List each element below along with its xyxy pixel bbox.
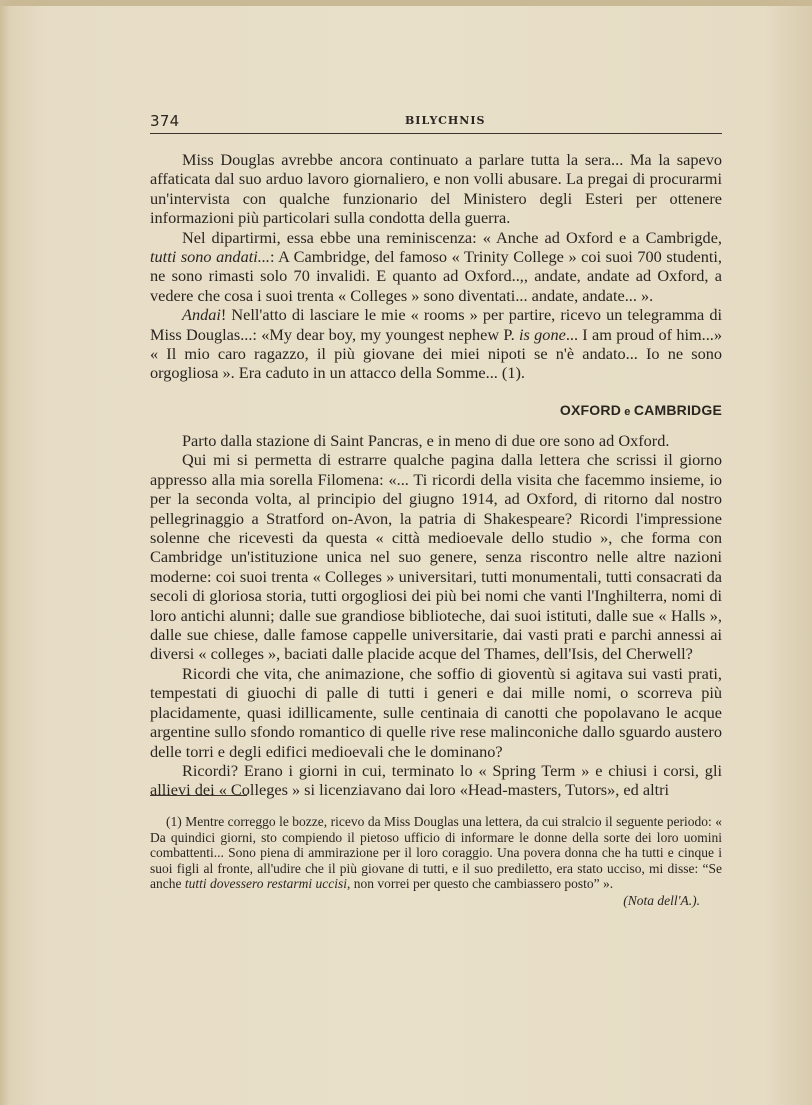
section-body <box>150 431 722 800</box>
footnote-italic: tutti dovessero restarmi uccisi <box>184 876 347 892</box>
paragraph-text: ... I am proud of him...» « Il mio caro ragazzo, il più giovane dei miei nipoti se n'è andato... Io ne sono orgogliosa ». Era caduto in un attacco della Somme... (1). <box>150 324 722 383</box>
italic-word: Andai <box>182 305 221 325</box>
section-title-part: OXFORD <box>559 402 622 418</box>
page-header <box>150 112 722 134</box>
italic-quote: is gone <box>519 324 566 344</box>
paragraph-text: Miss Douglas avrebbe ancora continuato a parlare tutta la sera... Ma la sapevo affaticata dal suo arduo lavoro giornaliero, e non volli abusare. La pregai di procurarmi un'intervista con qualche funzionario del Ministero degli Esteri per ottenere informazioni più particolari sulla condotta della guerra. <box>150 150 722 228</box>
page-number: 374 <box>150 112 180 130</box>
paragraph <box>150 150 722 228</box>
paragraph <box>150 305 722 383</box>
paper-left-edge <box>0 0 10 1105</box>
intro-text <box>150 150 722 383</box>
section-title-conjunction: e <box>621 406 634 418</box>
paragraph: Ricordi che vita, che animazione, che soffio di gioventù si agitava sui vasti prati, tempestati di giuochi di palle di tutti i generi e dai mille nomi, o scorreva più placidamente, quasi idillicamente, sulle centinaia di canotti che popolavano le acque argentine sullo sfondo romantico di quelle rive rese malinconiche dallo sguardo austero delle torri e degli edifici medioevali che le dominano? <box>150 663 722 761</box>
paragraph-text: : A Cambridge, del famoso « Trinity College » coi suoi 700 studenti, ne sono rimasti solo 70 invalidi. E quanto ad Oxford..,, andate, andate ad Oxford, a vedere che cosa i suoi trenta « Colleges » sono diventati... andate, andate... ». <box>150 247 722 305</box>
running-head: BILYCHNIS <box>405 114 486 127</box>
paper-top-edge <box>0 0 812 6</box>
paragraph-text: ! Nell'atto di lasciare le mie « rooms » per partire, ricevo un telegramma di Miss Douglas...: «My dear boy, my youngest nephew P. <box>150 305 722 344</box>
footnote-text-part: , non vorrei per questo che cambiassero posto” ». <box>346 876 614 892</box>
paragraph: Qui mi si permetta di estrarre qualche pagina dalla lettera che scrissi il giorno appresso alla mia sorella Filomena: «... Ti ricordi della visita che facemmo insieme, io per la seconda volta, al principio del giugno 1914, ad Oxford, di ritorno dal nostro pellegrinaggio a Stratford on-Avon, la patria di Shakespeare? Ricordi l'impressione solenne che ricevesti da questa « città medioevale dello studio », che forma con Cambridge un'istituzione unica nel suo genere, senza riscontro nelle altre nazioni moderne: coi suoi trenta « Colleges » universitari, tutti monumentali, tutti consacrati da secoli di gloriosa storia, tutti orgogliosi dei più bei nomi che vanti l'Inghilterra, nomi di loro antichi alunni; dalle sue grandiose biblioteche, dai suoi istituti, dalle sue « Halls », dalle sue chiese, dalle famose cappelle universitarie, dai vasti prati e parchi annessi ai diversi « colleges », baciati dalle placide acque del Thames, dell'Isis, del Cherwell? <box>150 450 722 664</box>
footnote <box>150 814 722 909</box>
footnote-rule <box>150 795 247 796</box>
footnote-text-part: (1) Mentre correggo le bozze, ricevo da Miss Douglas una lettera, da cui stralcio il seguente periodo: « Da quindici giorni, sto compiendo il pietoso ufficio di informare le donne della sorte dei loro uomini combattenti... Sono piena di ammirazione per il loro coraggio. Una povera donna che ha tutti e cinque i suoi figli al fronte, all'udire che il più giovane di tutti, e il suo prediletto, era stato ucciso, mi disse: “Se anche <box>150 814 722 892</box>
section-title <box>150 402 722 418</box>
section-title-part: CAMBRIDGE <box>633 402 722 418</box>
paragraph: Parto dalla stazione di Saint Pancras, e in meno di due ore sono ad Oxford. <box>182 431 670 450</box>
paragraph-text: Nel dipartirmi, essa ebbe una reminiscenza: « Anche ad Oxford e a Cambrigde, <box>182 227 722 247</box>
paragraph: Ricordi? Erano i giorni in cui, terminato lo « Spring Term » e chiusi i corsi, gli allievi dei « Colleges » si licenziavano dai loro «Head-masters, Tutors», ed altri <box>150 760 722 800</box>
footnote-credit-text: (Nota dell'A.). <box>623 892 700 908</box>
footnote-text <box>150 814 722 892</box>
footnote-credit <box>150 893 722 909</box>
header-rule <box>150 133 722 134</box>
italic-quote: tutti sono andati... <box>150 247 270 267</box>
paragraph <box>150 228 722 306</box>
